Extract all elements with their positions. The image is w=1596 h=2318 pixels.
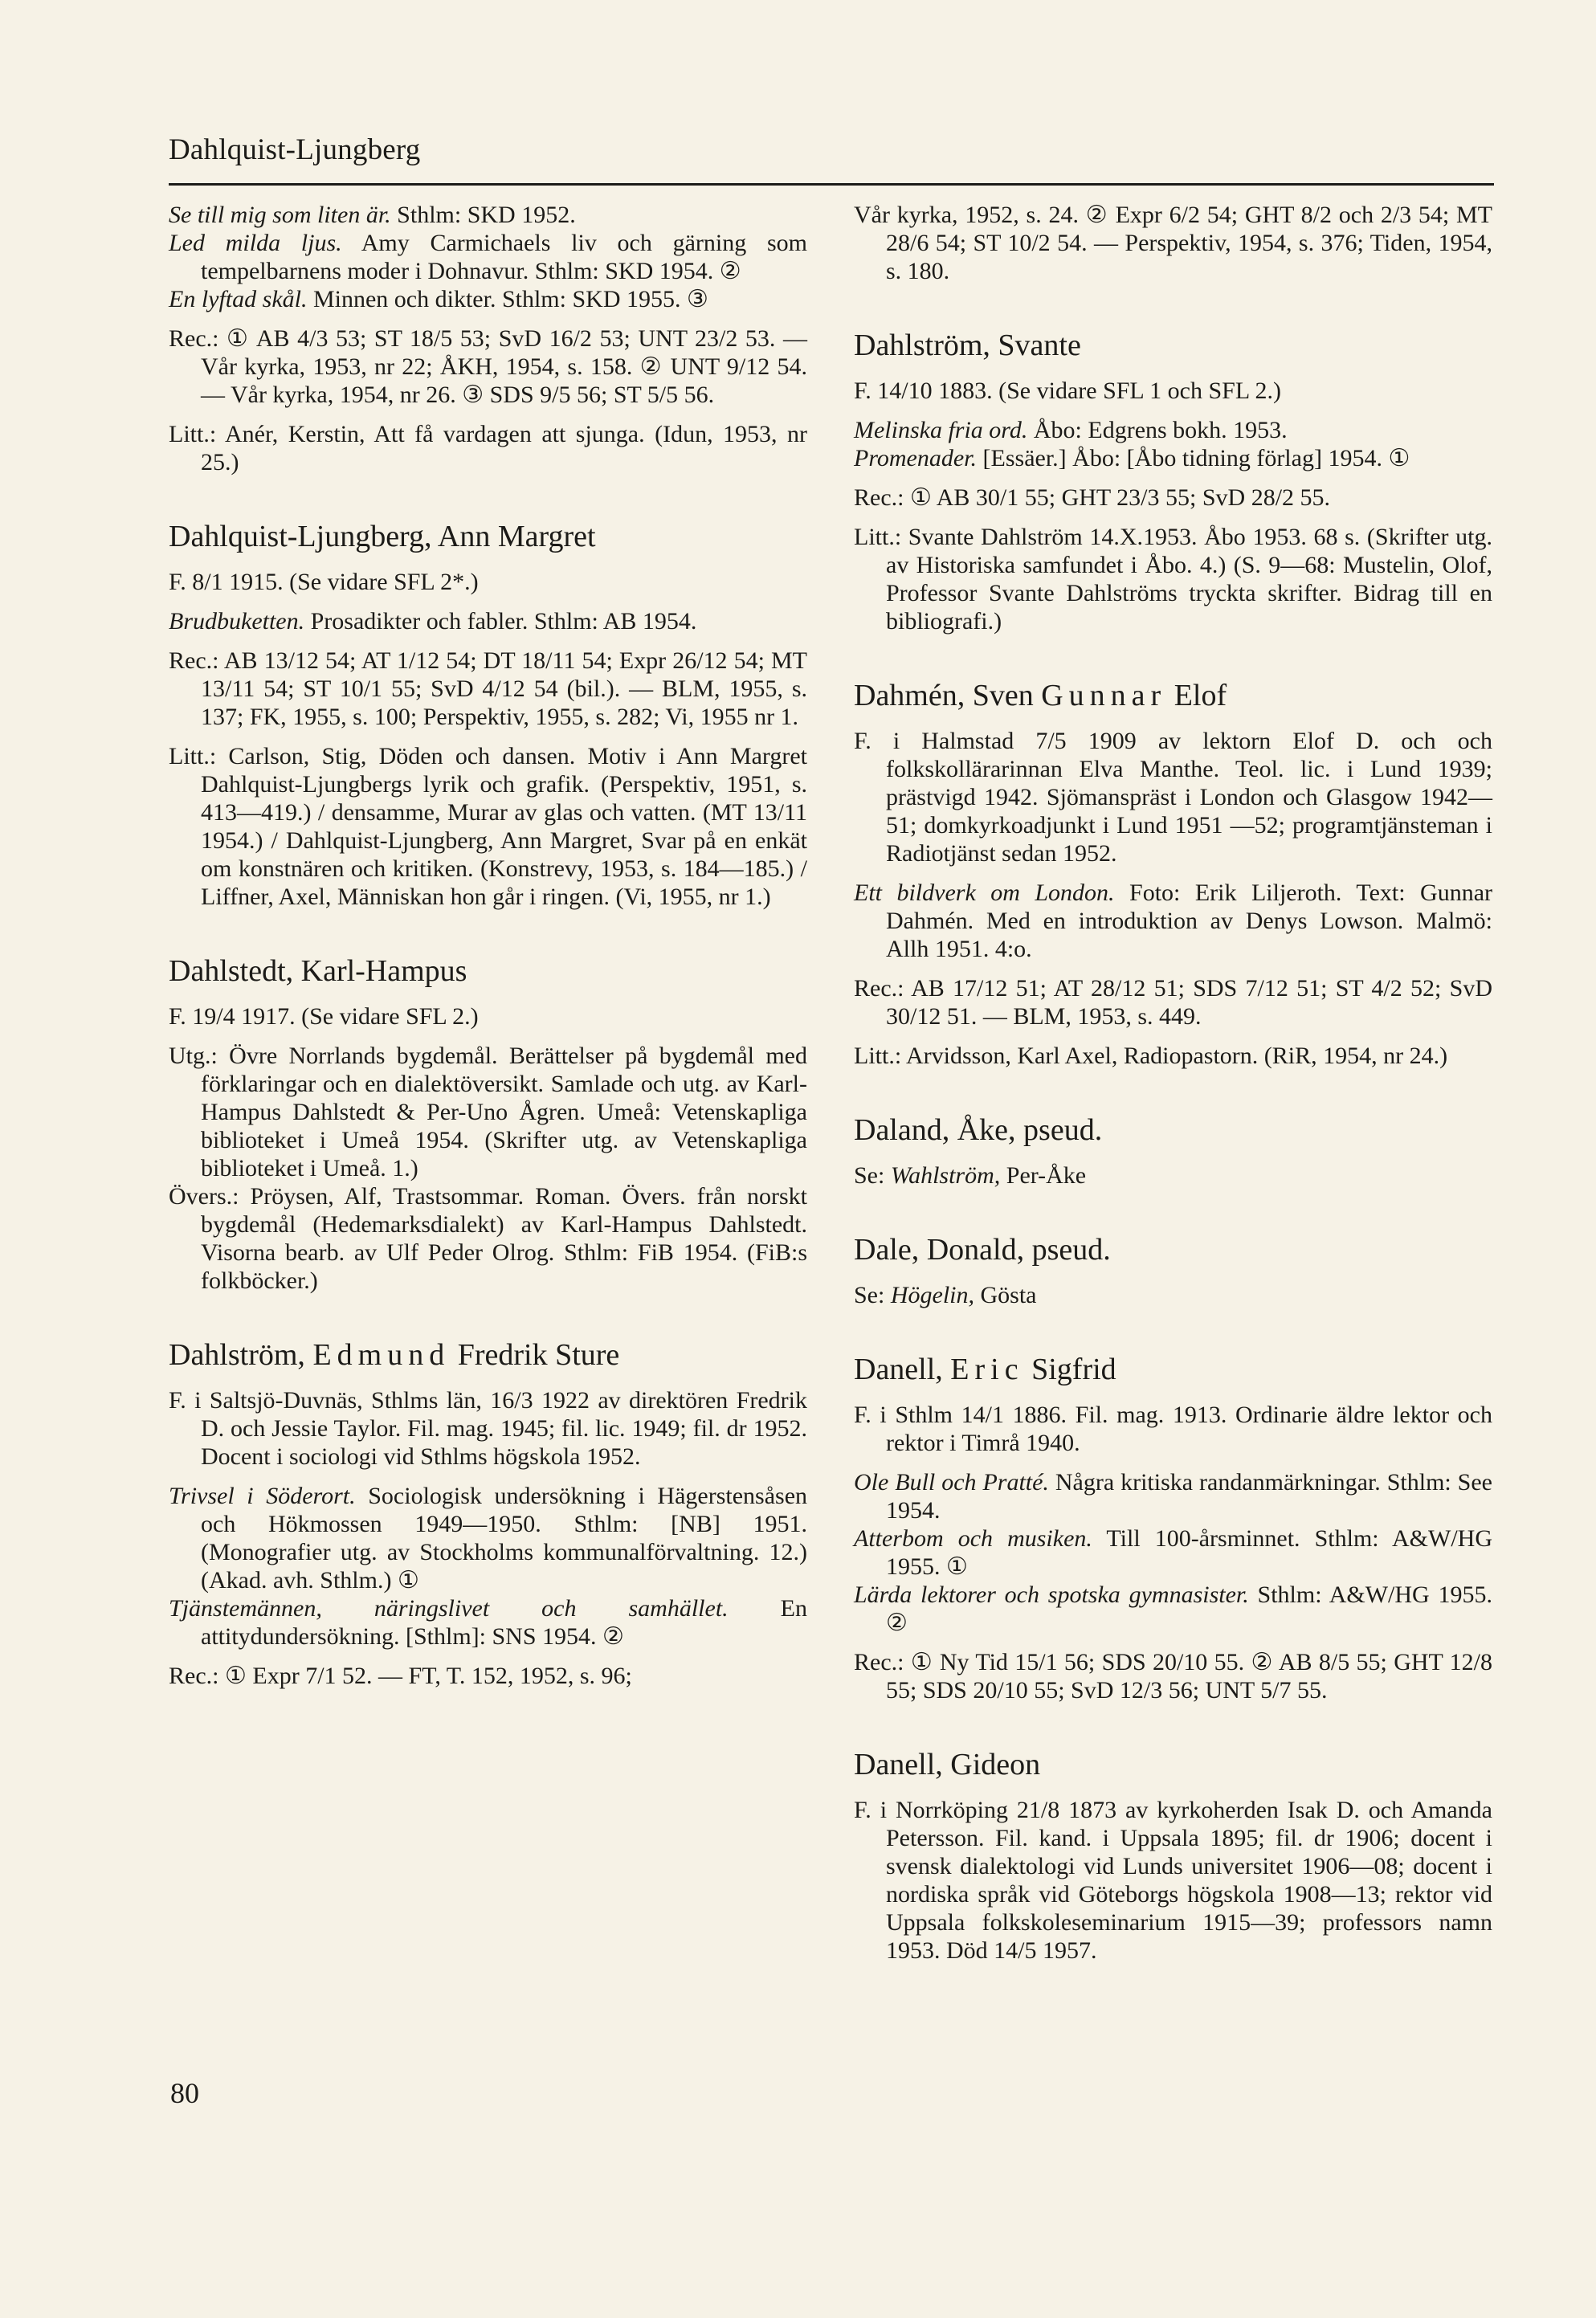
page-number: 80 — [170, 2077, 199, 2109]
work-entry — [854, 879, 1492, 963]
work-title: Brudbuketten. — [169, 608, 305, 635]
page-header: Dahlquist-Ljungberg — [169, 133, 421, 166]
entry-label: Litt.: — [169, 743, 217, 769]
work-title: Promenader. — [854, 445, 978, 471]
work-entry — [854, 444, 1492, 472]
work-details: Några kritiska randanmärkningar. Sthlm: See 1954. — [886, 1469, 1492, 1524]
entry-label: Rec.: — [169, 325, 219, 352]
work-entry — [169, 229, 807, 285]
heading-text: Dahlstedt, Karl-Hampus — [169, 954, 467, 988]
work-title: Trivsel i Söderort. — [169, 1483, 356, 1509]
entry-text: Se: — [854, 1282, 891, 1308]
header-rule — [169, 183, 1494, 186]
entry-text: F. 14/10 1883. (Se vidare SFL 1 och SFL 2.) — [854, 377, 1282, 404]
work-details: Foto: Erik Liljeroth. Text: Gunnar Dahmén. Med en introduktion av Denys Lowson. Malmö: Allh 1951. 4:o. — [886, 879, 1493, 962]
entry-text: Carlson, Stig, Döden och dansen. Motiv i Ann Margret Dahlquist-Ljungbergs lyrik och grafik. (Perspektiv, 1951, s. 413—419.) / densamme, Murar av glas och vatten. (MT 13/11 1954.) / Dahlquist-Ljungberg, Ann Margret, Svar på en enkät om konstnären och kritiken. (Konstrevy, 1953, s. 184—185.) / Liffner, Axel, Människan hon går i ringen. (Vi, 1955, nr 1.) — [201, 743, 807, 910]
entry-heading — [854, 1746, 1492, 1783]
entry-text: F. i Saltsjö-Duvnäs, Sthlms län, 16/3 1922 av direktören Fredrik D. och Jessie Taylor. Fil. mag. 1945; fil. lic. 1949; fil. dr 1952. Docent i sociologi vid Sthlms högskola 1952. — [169, 1387, 807, 1470]
entry-paragraph — [854, 1401, 1492, 1457]
work-details: Till 100-årsminnet. Sthlm: A&W/HG 1955. ① — [886, 1525, 1492, 1580]
entry-text: AB 13/12 54; AT 1/12 54; DT 18/11 54; Expr 26/12 54; MT 13/11 54; ST 10/1 55; SvD 4/12 54 (bil.). — BLM, 1955, s. 137; FK, 1955, s. 100; Perspektiv, 1955, s. 282; Vi, 1955 nr 1. — [201, 647, 807, 730]
work-entry — [854, 1468, 1492, 1524]
entry-paragraph — [854, 1281, 1492, 1309]
entry-text: Per-Åke — [1000, 1162, 1087, 1189]
work-title: Ole Bull och Pratté. — [854, 1469, 1049, 1496]
entry-paragraph — [854, 484, 1492, 512]
entry-text: Vår kyrka, 1952, s. 24. ② Expr 6/2 54; GHT 8/2 och 2/3 54; MT 28/6 54; ST 10/2 54. — Perspektiv, 1954, s. 376; Tiden, 1954, s. 180. — [854, 202, 1492, 284]
entry-label: Litt.: — [854, 1043, 902, 1069]
heading-text: Dahlström, Svante — [854, 329, 1081, 362]
heading-text: Daland, Åke, pseud. — [854, 1113, 1103, 1147]
entry-heading — [854, 327, 1492, 364]
work-title: Se till mig som liten är. — [169, 202, 391, 228]
entry-text: ① AB 30/1 55; GHT 23/3 55; SvD 28/2 55. — [904, 484, 1331, 511]
entry-paragraph — [169, 324, 807, 409]
entry-paragraph — [854, 1042, 1492, 1070]
work-entry — [854, 416, 1492, 444]
heading-text: Danell, Gideon — [854, 1748, 1041, 1781]
entry-heading — [169, 518, 807, 555]
work-details: Prosadikter och fabler. Sthlm: AB 1954. — [304, 608, 697, 635]
entry-text: Anér, Kerstin, Att få vardagen att sjunga. (Idun, 1953, nr 25.) — [201, 421, 807, 475]
work-details: Sociologisk undersökning i Hägerstensåsen och Hökmossen 1949—1950. Sthlm: [NB] 1951. (Monografier utg. av Stockholms kommunalförvaltning. 12.) (Akad. avh. Sthlm.) ① — [201, 1483, 808, 1594]
entry-paragraph — [854, 201, 1492, 285]
entry-label: Litt.: — [854, 524, 902, 550]
entry-label: Rec.: — [169, 647, 219, 674]
entry-label: Utg.: — [169, 1043, 218, 1069]
entry-text: F. 8/1 1915. (Se vidare SFL 2*.) — [169, 569, 479, 595]
entry-label: Rec.: — [854, 484, 904, 511]
work-entry — [169, 1482, 807, 1594]
entry-text: F. 19/4 1917. (Se vidare SFL 2.) — [169, 1003, 479, 1030]
entry-text: Se: — [854, 1162, 891, 1189]
entry-heading — [854, 1231, 1492, 1268]
entry-text: Gösta — [974, 1282, 1037, 1308]
work-title: Atterbom och musiken. — [854, 1525, 1092, 1552]
work-details: Amy Carmichaels liv och gärning som tempelbarnens moder i Dohnavur. Sthlm: SKD 1954. ② — [201, 230, 807, 284]
entry-text: AB 17/12 51; AT 28/12 51; SDS 7/12 51; ST 4/2 52; SvD 30/12 51. — BLM, 1953, s. 449. — [886, 975, 1492, 1030]
heading-spaced-name: Edmund — [312, 1338, 451, 1372]
cross-reference: Wahlström, — [890, 1162, 1001, 1189]
right-column — [854, 201, 1492, 1976]
entry-paragraph — [854, 1161, 1492, 1190]
left-column — [169, 201, 807, 1701]
entry-text: F. i Norrköping 21/8 1873 av kyrkoherden Isak D. och Amanda Petersson. Fil. kand. i Uppsala 1895; fil. dr 1906; docent i svensk dialektologi vid Lunds universitet 1906—08; docent i nordiska språk vid Göteborgs högskola 1908—13; rektor vid Uppsala folkskoleseminarium 1915—39; professors namn 1953. Död 14/5 1957. — [854, 1797, 1492, 1964]
work-entry — [854, 1581, 1492, 1637]
heading-text: Dahlström, — [169, 1338, 313, 1372]
entry-heading — [169, 953, 807, 990]
entry-paragraph — [169, 1042, 807, 1182]
heading-text: Danell, — [854, 1353, 951, 1386]
entry-text: Pröysen, Alf, Trastsommar. Roman. Övers. från norskt bygdemål (Hedemarksdialekt) av Karl-Hampus Dahlstedt. Visorna bearb. av Ulf Peder Olrog. Sthlm: FiB 1954. (FiB:s folkböcker.) — [201, 1183, 807, 1294]
work-entry — [169, 201, 807, 229]
heading-spaced-name: Gunnar — [1041, 679, 1167, 712]
entry-text: Svante Dahlström 14.X.1953. Åbo 1953. 68 s. (Skrifter utg. av Historiska samfundet i Åbo. 4.) (S. 9—68: Mustelin, Olof, Professor Svante Dahlströms tryckta skrifter. Bidrag till en bibliografi.) — [886, 524, 1492, 635]
entry-text: F. i Halmstad 7/5 1909 av lektorn Elof D. och och folkskollärarinnan Elva Manthe. Teol. lic. i Lund 1939; prästvigd 1942. Sjömanspräst i London och Glasgow 1942—51; domkyrkoadjunkt i Lund 1951 —52; programtjänsteman i Radiotjänst sedan 1952. — [854, 728, 1492, 867]
entry-paragraph — [854, 974, 1492, 1030]
entry-heading — [854, 677, 1492, 714]
work-title: En lyftad skål. — [169, 286, 308, 312]
work-details: [Essäer.] Åbo: [Åbo tidning förlag] 1954. ① — [977, 445, 1410, 471]
entry-heading — [854, 1351, 1492, 1388]
entry-paragraph — [169, 742, 807, 911]
work-details: En attitydundersökning. [Sthlm]: SNS 1954. ② — [201, 1595, 807, 1650]
heading-spaced-name: Eric — [950, 1353, 1024, 1386]
entry-label: Övers.: — [169, 1183, 239, 1210]
entry-paragraph — [854, 727, 1492, 867]
entry-text: ① AB 4/3 53; ST 18/5 53; SvD 16/2 53; UNT 23/2 53. — Vår kyrka, 1953, nr 22; ÅKH, 1954, s. 158. ② UNT 9/12 54. — Vår kyrka, 1954, nr 26. ③ SDS 9/5 56; ST 5/5 56. — [201, 325, 807, 408]
work-entry — [169, 607, 807, 635]
entry-paragraph — [854, 1796, 1492, 1965]
heading-text: Dahmén, Sven — [854, 679, 1042, 712]
work-title: Melinska fria ord. — [854, 417, 1028, 443]
entry-paragraph — [854, 523, 1492, 635]
work-details: Sthlm: A&W/HG 1955. ② — [886, 1581, 1492, 1636]
entry-heading — [169, 1337, 807, 1373]
cross-reference: Högelin, — [890, 1282, 974, 1308]
work-details: Sthlm: SKD 1952. — [390, 202, 576, 228]
entry-heading — [854, 1112, 1492, 1149]
heading-text: Sigfrid — [1023, 1353, 1116, 1386]
work-title: Lärda lektorer och spotska gymnasister. — [854, 1581, 1249, 1608]
heading-text: Dahlquist-Ljungberg, Ann Margret — [169, 520, 596, 553]
entry-label: Rec.: — [854, 1649, 904, 1675]
entry-paragraph — [169, 1002, 807, 1030]
heading-text: Dale, Donald, pseud. — [854, 1233, 1111, 1267]
entry-paragraph — [169, 1662, 807, 1690]
entry-label: Litt.: — [169, 421, 217, 447]
entry-paragraph — [169, 420, 807, 476]
entry-paragraph — [169, 647, 807, 731]
entry-paragraph — [854, 1648, 1492, 1704]
entry-text: ① Expr 7/1 52. — FT, T. 152, 1952, s. 96; — [218, 1663, 632, 1689]
work-entry — [169, 285, 807, 313]
entry-paragraph — [169, 568, 807, 596]
entry-label: Rec.: — [854, 975, 904, 1002]
work-title: Ett bildverk om London. — [854, 879, 1115, 906]
heading-text: Fredrik Sture — [450, 1338, 620, 1372]
entry-paragraph — [169, 1386, 807, 1471]
entry-paragraph — [169, 1182, 807, 1295]
entry-text: ① Ny Tid 15/1 56; SDS 20/10 55. ② AB 8/5 55; GHT 12/8 55; SDS 20/10 55; SvD 12/3 56; UNT 5/7 55. — [886, 1649, 1492, 1704]
entry-text: Arvidsson, Karl Axel, Radiopastorn. (RiR, 1954, nr 24.) — [901, 1043, 1448, 1069]
entry-label: Rec.: — [169, 1663, 219, 1689]
work-entry — [854, 1524, 1492, 1581]
entry-text: Övre Norrlands bygdemål. Berättelser på bygdemål med förklaringar och en dialektöversikt. Samlade och utg. av Karl-Hampus Dahlstedt & Per-Uno Ågren. Umeå: Vetenskapliga biblioteket i Umeå 1954. (Skrifter utg. av Vetenskapliga biblioteket i Umeå. 1.) — [201, 1043, 807, 1181]
work-title: Led milda ljus. — [169, 230, 342, 256]
work-details: Åbo: Edgrens bokh. 1953. — [1027, 417, 1288, 443]
work-details: Minnen och dikter. Sthlm: SKD 1955. ③ — [307, 286, 708, 312]
entry-paragraph — [854, 377, 1492, 405]
work-title: Tjänstemännen, näringslivet och samhället. — [169, 1595, 729, 1622]
entry-text: F. i Sthlm 14/1 1886. Fil. mag. 1913. Ordinarie äldre lektor och rektor i Timrå 1940. — [854, 1402, 1492, 1456]
work-entry — [169, 1594, 807, 1651]
heading-text: Elof — [1166, 679, 1227, 712]
